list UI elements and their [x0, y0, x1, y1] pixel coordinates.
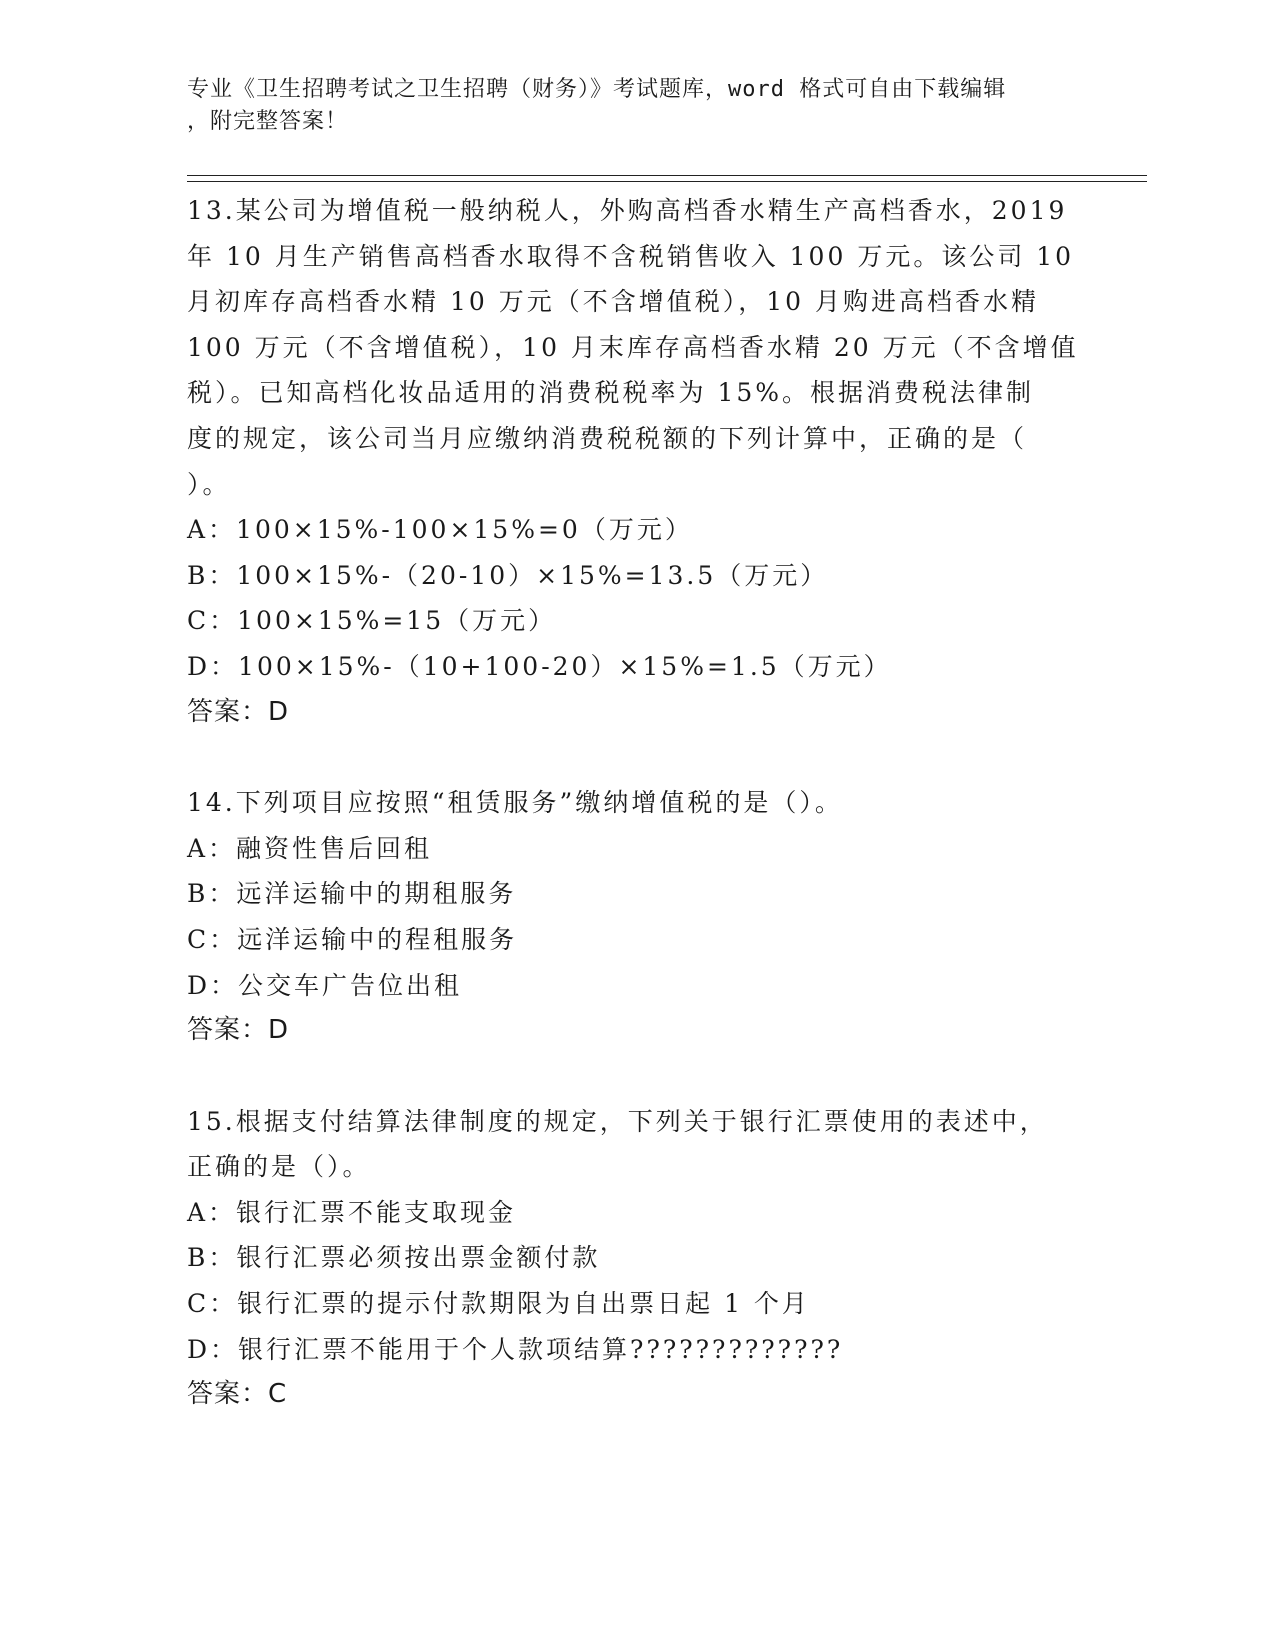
option-d: D：100×15%-（10+100-20）×15%=1.5（万元） [187, 651, 892, 681]
option-d: D：公交车广告位出租 [187, 970, 463, 1000]
question-text-line: ）。 [187, 469, 231, 499]
question-text-line: 100 万元（不含增值税），10 月末库存高档香水精 20 万元（不含增值 [187, 332, 1079, 362]
question-15 [187, 1099, 1087, 1418]
option-c: C：远洋运输中的程租服务 [187, 924, 518, 954]
option-d: D：银行汇票不能用于个人款项结算????????????? [187, 1334, 844, 1364]
document-header [187, 74, 1087, 138]
question-13 [187, 188, 1087, 735]
question-spacer [187, 735, 1087, 780]
option-c: C：银行汇票的提示付款期限为自出票日起 1 个月 [187, 1289, 810, 1319]
question-text-line: 15.根据支付结算法律制度的规定，下列关于银行汇票使用的表述中， [187, 1106, 1048, 1136]
question-spacer [187, 1054, 1087, 1099]
option-a: A：100×15%-100×15%=0（万元） [187, 515, 693, 545]
header-line-2: ，附完整答案！ [187, 109, 349, 134]
question-text-line: 年 10 月生产销售高档香水取得不含税销售收入 100 万元。该公司 10 [187, 241, 1075, 271]
option-b: B：远洋运输中的期租服务 [187, 879, 517, 909]
question-text-line: 月初库存高档香水精 10 万元（不含增值税），10 月购进高档香水精 [187, 287, 1039, 317]
question-text-line: 税）。已知高档化妆品适用的消费税税率为 15%。根据消费税法律制 [187, 378, 1035, 408]
answer-label: 答案：D [187, 1015, 290, 1046]
header-line-1: 专业《卫生招聘考试之卫生招聘（财务）》考试题库，word 格式可自由下载编辑 [187, 77, 1007, 102]
header-rule-bottom [187, 181, 1147, 182]
option-b: B：100×15%-（20-10）×15%=13.5（万元） [187, 560, 829, 590]
option-a: A：银行汇票不能支取现金 [187, 1197, 517, 1227]
answer-label: 答案：D [187, 696, 290, 727]
option-a: A：融资性售后回租 [187, 833, 433, 863]
option-c: C：100×15%=15（万元） [187, 606, 557, 636]
question-text-line: 14.下列项目应按照“租赁服务”缴纳增值税的是（）。 [187, 788, 843, 818]
header-rule-top [187, 175, 1147, 176]
question-text-line: 13.某公司为增值税一般纳税人，外购高档香水精生产高档香水，2019 [187, 196, 1068, 225]
option-b: B：银行汇票必须按出票金额付款 [187, 1243, 601, 1273]
question-text-line: 正确的是（）。 [187, 1152, 371, 1182]
question-list [187, 188, 1087, 1418]
question-14 [187, 780, 1087, 1054]
question-text-line: 度的规定，该公司当月应缴纳消费税税额的下列计算中，正确的是（ [187, 423, 1028, 453]
answer-label: 答案：C [187, 1379, 288, 1410]
